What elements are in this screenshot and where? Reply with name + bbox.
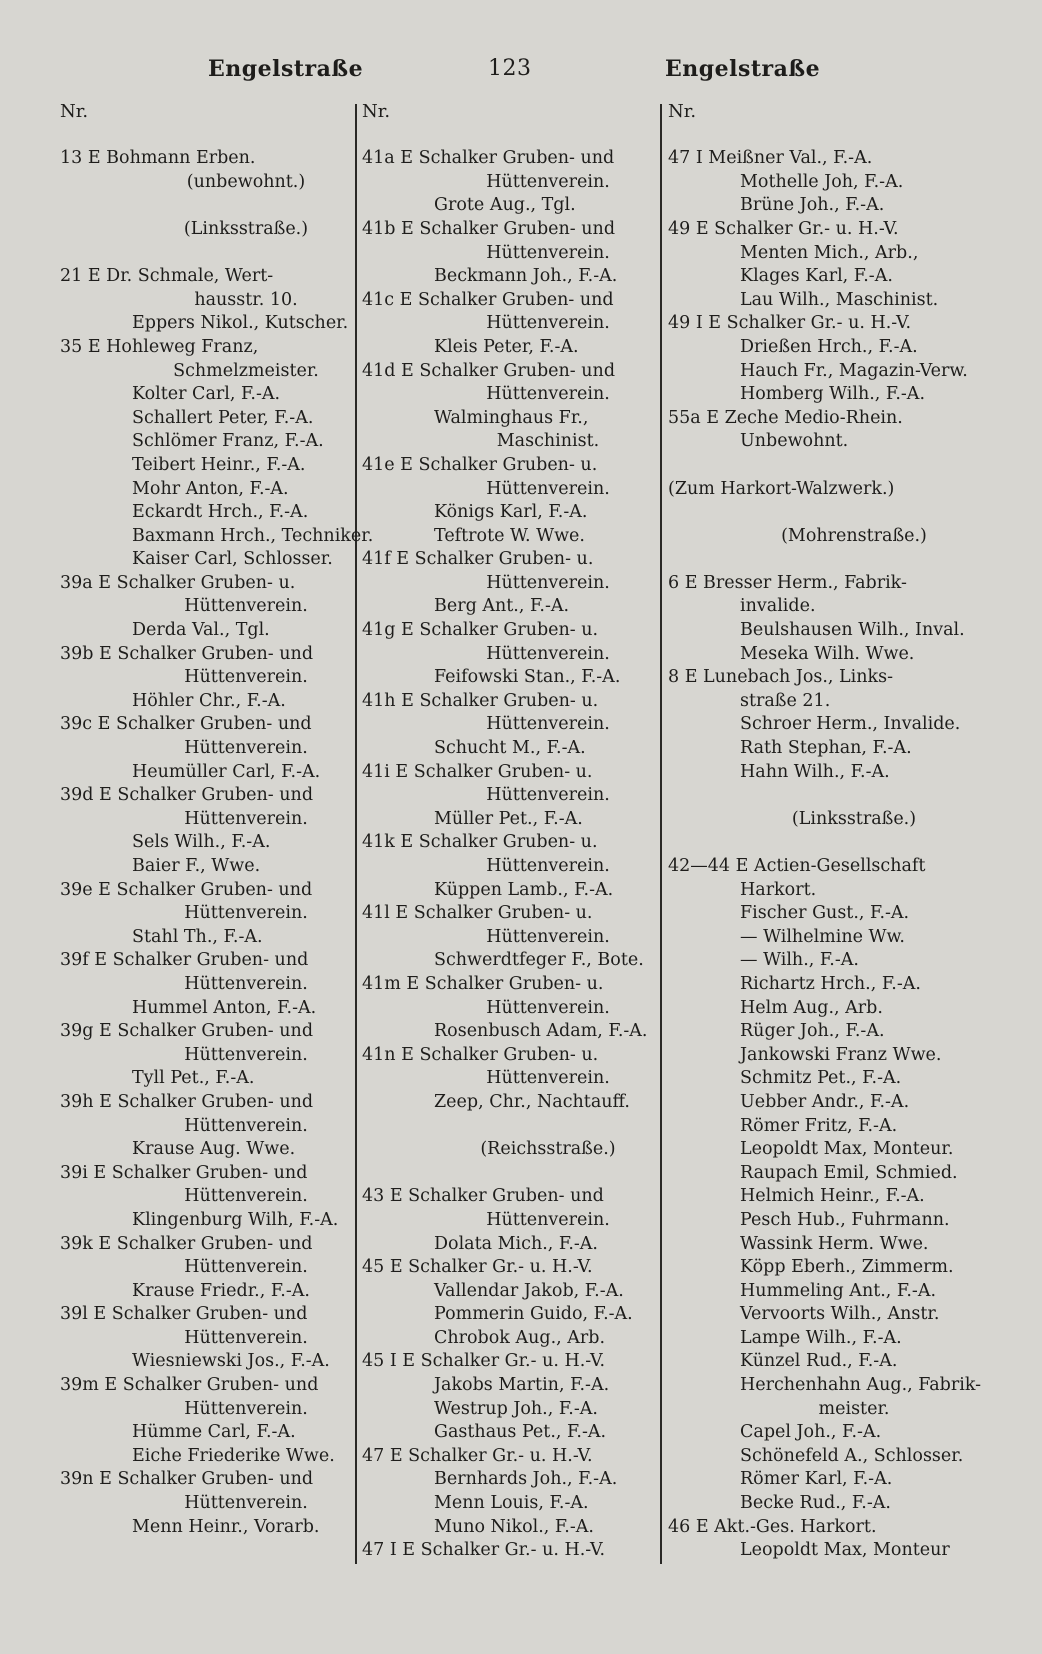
resident-entry: — Wilhelmine Ww. — [740, 926, 905, 947]
resident-entry: Teibert Heinr., F.-A. — [132, 454, 306, 475]
resident-entry: Köpp Eberh., Zimmerm. — [740, 1257, 954, 1278]
resident-entry: straße 21. — [740, 690, 831, 711]
entry-continuation: Hüttenverein. — [486, 171, 610, 192]
house-entry: 41k E Schalker Gruben- u. — [362, 832, 598, 853]
resident-entry: Helm Aug., Arb. — [740, 997, 883, 1018]
entry-continuation: meister. — [818, 1398, 890, 1419]
resident-entry: Höhler Chr., F.-A. — [132, 690, 286, 711]
entry-continuation: Hüttenverein. — [486, 313, 610, 334]
resident-entry: Mothelle Joh, F.-A. — [740, 171, 904, 192]
resident-entry: Derda Val., Tgl. — [132, 620, 270, 641]
entry-continuation: Hüttenverein. — [184, 1115, 308, 1136]
entry-continuation: (Linksstraße.) — [183, 218, 309, 239]
resident-entry: Jankowski Franz Wwe. — [740, 1044, 942, 1065]
spacer — [668, 548, 968, 572]
house-entry: 49 E Schalker Gr.- u. H.-V. — [668, 218, 899, 239]
house-entry: 41c E Schalker Gruben- und — [362, 289, 614, 310]
house-entry: 41e E Schalker Gruben- u. — [362, 454, 598, 475]
resident-entry: Dolata Mich., F.-A. — [434, 1233, 598, 1254]
resident-entry: Chrobok Aug., Arb. — [434, 1327, 606, 1348]
column-heading: Nr. — [668, 101, 697, 122]
house-entry: 39m E Schalker Gruben- und — [60, 1375, 319, 1396]
resident-entry: Feifowski Stan., F.-A. — [434, 667, 621, 688]
resident-entry: Westrup Joh., F.-A. — [434, 1398, 598, 1419]
resident-entry: Harkort. — [740, 879, 817, 900]
resident-entry: Hauch Fr., Magazin-Verw. — [740, 360, 968, 381]
entry-continuation: (unbewohnt.) — [186, 171, 306, 192]
resident-entry: Künzel Rud., F.-A. — [740, 1351, 898, 1372]
spacer — [362, 124, 662, 148]
spacer — [668, 454, 968, 478]
entry-continuation: Hüttenverein. — [184, 1327, 308, 1348]
house-entry: 45 I E Schalker Gr.- u. H.-V. — [362, 1351, 606, 1372]
column-heading: Nr. — [362, 101, 391, 122]
resident-entry: Wiesniewski Jos., F.-A. — [132, 1351, 330, 1372]
column-2 — [362, 100, 662, 1563]
spacer — [362, 1162, 662, 1186]
entry-continuation: Maschinist. — [496, 431, 600, 452]
entry-continuation: Hüttenverein. — [486, 856, 610, 876]
resident-entry: Vallendar Jakob, F.-A. — [434, 1280, 624, 1301]
house-entry: 42—44 E Actien-Gesellschaft — [668, 856, 926, 876]
resident-entry: Baier F., Wwe. — [132, 856, 261, 876]
resident-entry: Unbewohnt. — [740, 431, 849, 452]
resident-entry: Muno Nikol., F.-A. — [434, 1516, 594, 1537]
resident-entry: Herchenhahn Aug., Fabrik- — [740, 1375, 982, 1396]
house-entry: 41d E Schalker Gruben- und — [362, 360, 616, 381]
entry-continuation: Hüttenverein. — [184, 1398, 308, 1419]
house-entry: 39c E Schalker Gruben- und — [60, 714, 312, 735]
spacer — [60, 194, 360, 218]
resident-entry: Schucht M., F.-A. — [434, 738, 586, 759]
entry-continuation: Hüttenverein. — [184, 808, 308, 829]
resident-entry: Capel Joh., F.-A. — [740, 1422, 882, 1443]
house-entry: 39b E Schalker Gruben- und — [60, 643, 314, 664]
resident-entry: Homberg Wilh., F.-A. — [740, 384, 926, 405]
entry-continuation: Hüttenverein. — [486, 997, 610, 1018]
column-1 — [60, 100, 374, 1539]
resident-entry: invalide. — [740, 596, 816, 617]
resident-entry: Eppers Nikol., Kutscher. — [132, 313, 349, 334]
resident-entry: Schwerdtfeger F., Bote. — [434, 950, 644, 971]
column-heading: Nr. — [60, 101, 89, 122]
resident-entry: Schlömer Franz, F.-A. — [132, 431, 324, 452]
house-entry: 41a E Schalker Gruben- und — [362, 148, 615, 169]
house-entry: 39h E Schalker Gruben- und — [60, 1091, 314, 1112]
resident-entry: Hahn Wilh., F.-A. — [740, 761, 890, 782]
house-entry: 41m E Schalker Gruben- u. — [362, 973, 604, 994]
entry-continuation: Hüttenverein. — [184, 973, 308, 994]
entry-continuation: Hüttenverein. — [486, 785, 610, 806]
header-right-street: Engelstraße — [665, 56, 821, 82]
entry-continuation: Hüttenverein. — [486, 478, 610, 499]
page-number: 123 — [488, 56, 532, 81]
entry-continuation: Hüttenverein. — [184, 596, 308, 617]
resident-entry: Heumüller Carl, F.-A. — [132, 761, 321, 782]
resident-entry: Müller Pet., F.-A. — [434, 808, 583, 829]
resident-entry: Berg Ant., F.-A. — [434, 596, 570, 617]
resident-entry: Schmitz Pet., F.-A. — [740, 1068, 902, 1089]
resident-entry: Hümme Carl, F.-A. — [132, 1422, 296, 1443]
resident-entry: Schallert Peter, F.-A. — [132, 407, 314, 428]
entry-continuation: (Mohrenstraße.) — [781, 525, 927, 546]
entry-continuation: Hüttenverein. — [184, 903, 308, 924]
house-entry: 41f E Schalker Gruben- u. — [362, 549, 594, 570]
house-entry: 39a E Schalker Gruben- u. — [60, 572, 296, 593]
entry-continuation: (Reichsstraße.) — [480, 1139, 616, 1160]
resident-entry: Rosenbusch Adam, F.-A. — [434, 1021, 648, 1042]
resident-entry: Brüne Joh., F.-A. — [740, 195, 885, 216]
house-entry: 41n E Schalker Gruben- u. — [362, 1044, 599, 1065]
resident-entry: Schroer Herm., Invalide. — [740, 714, 961, 735]
entry-continuation: Hüttenverein. — [486, 926, 610, 947]
house-entry: 41b E Schalker Gruben- und — [362, 218, 616, 239]
resident-entry: Küppen Lamb., F.-A. — [434, 879, 614, 900]
resident-entry: Kleis Peter, F.-A. — [434, 336, 579, 357]
resident-entry: Sels Wilh., F.-A. — [132, 832, 271, 853]
resident-entry: Richartz Hrch., F.-A. — [740, 973, 921, 994]
house-entry: 39i E Schalker Gruben- und — [60, 1162, 308, 1183]
entry-continuation: Hüttenverein. — [486, 1209, 610, 1230]
resident-entry: Klingenburg Wilh, F.-A. — [132, 1209, 339, 1230]
spacer — [668, 124, 968, 148]
house-entry: 35 E Hohleweg Franz, — [60, 336, 259, 357]
resident-entry: Hummeling Ant., F.-A. — [740, 1280, 937, 1301]
resident-entry: Uebber Andr., F.-A. — [740, 1091, 910, 1112]
entry-continuation: Hüttenverein. — [486, 1068, 610, 1089]
resident-entry: Hummel Anton, F.-A. — [132, 997, 317, 1018]
house-entry: 39d E Schalker Gruben- und — [60, 785, 314, 806]
resident-entry: Grote Aug., Tgl. — [434, 195, 576, 216]
resident-entry: Stahl Th., F.-A. — [132, 926, 263, 947]
resident-entry: Tyll Pet., F.-A. — [132, 1068, 255, 1089]
house-entry: 39n E Schalker Gruben- und — [60, 1469, 314, 1490]
entry-continuation: Hüttenverein. — [486, 643, 610, 664]
resident-entry: Eiche Friederike Wwe. — [132, 1445, 335, 1466]
resident-entry: Kaiser Carl, Schlosser. — [132, 549, 333, 570]
entry-continuation: Hüttenverein. — [184, 1044, 308, 1065]
house-entry: 39g E Schalker Gruben- und — [60, 1021, 314, 1042]
entry-continuation: hausstr. 10. — [194, 289, 298, 310]
house-entry: 6 E Bresser Herm., Fabrik- — [668, 572, 907, 593]
house-entry: 21 E Dr. Schmale, Wert- — [60, 266, 274, 287]
entry-continuation: Hüttenverein. — [486, 572, 610, 593]
resident-entry: Rath Stephan, F.-A. — [740, 738, 912, 759]
entry-continuation: Hüttenverein. — [486, 242, 610, 263]
resident-entry: Menn Heinr., Vorarb. — [132, 1516, 320, 1537]
resident-entry: Wassink Herm. Wwe. — [740, 1233, 929, 1254]
resident-entry: Krause Aug. Wwe. — [132, 1139, 296, 1160]
resident-entry: Helmich Heinr., F.-A. — [740, 1186, 925, 1207]
resident-entry: Schönefeld A., Schlosser. — [740, 1445, 964, 1466]
resident-entry: Becke Rud., F.-A. — [740, 1493, 891, 1514]
house-entry: 13 E Bohmann Erben. — [60, 148, 256, 169]
resident-entry: Lampe Wilh., F.-A. — [740, 1327, 902, 1348]
resident-entry: Pommerin Guido, F.-A. — [434, 1304, 633, 1325]
resident-entry: Kolter Carl, F.-A. — [132, 384, 281, 405]
resident-entry: Königs Karl, F.-A. — [434, 502, 588, 523]
resident-entry: Fischer Gust., F.-A. — [740, 903, 910, 924]
resident-entry: Baxmann Hrch., Techniker. — [132, 525, 374, 546]
resident-entry: Krause Friedr., F.-A. — [132, 1280, 310, 1301]
column-3 — [668, 100, 982, 1563]
resident-entry: Mohr Anton, F.-A. — [132, 478, 289, 499]
resident-entry: Menn Louis, F.-A. — [434, 1493, 589, 1514]
entry-continuation: Hüttenverein. — [184, 738, 308, 759]
house-entry: 41i E Schalker Gruben- u. — [362, 761, 593, 782]
resident-entry: — Wilh., F.-A. — [740, 950, 859, 971]
house-entry: 43 E Schalker Gruben- und — [362, 1186, 604, 1207]
resident-entry: Drießen Hrch., F.-A. — [740, 336, 918, 357]
house-entry: (Zum Harkort-Walzwerk.) — [668, 478, 895, 499]
house-entry: 41g E Schalker Gruben- u. — [362, 620, 599, 641]
house-entry: 47 I Meißner Val., F.-A. — [668, 148, 873, 169]
resident-entry: Klages Karl, F.-A. — [740, 266, 893, 287]
resident-entry: Teftrote W. Wwe. — [434, 525, 585, 546]
spacer — [60, 242, 360, 266]
house-entry: 39l E Schalker Gruben- und — [60, 1304, 308, 1325]
resident-entry: Römer Karl, F.-A. — [740, 1469, 893, 1490]
resident-entry: Eckardt Hrch., F.-A. — [132, 502, 309, 523]
resident-entry: Gasthaus Pet., F.-A. — [434, 1422, 607, 1443]
resident-entry: Lau Wilh., Maschinist. — [740, 289, 939, 310]
house-entry: 45 E Schalker Gr.- u. H.-V. — [362, 1257, 593, 1278]
house-entry: 47 I E Schalker Gr.- u. H.-V. — [362, 1540, 606, 1561]
resident-entry: Pesch Hub., Fuhrmann. — [740, 1209, 950, 1230]
house-entry: 47 E Schalker Gr.- u. H.-V. — [362, 1445, 593, 1466]
resident-entry: Rüger Joh., F.-A. — [740, 1021, 885, 1042]
resident-entry: Meseka Wilh. Wwe. — [740, 643, 915, 664]
spacer — [60, 124, 360, 148]
spacer — [668, 784, 968, 808]
entry-continuation: Hüttenverein. — [184, 1186, 308, 1207]
spacer — [668, 831, 968, 855]
entry-continuation: Hüttenverein. — [184, 1257, 308, 1278]
entry-continuation: (Linksstraße.) — [791, 808, 917, 829]
entry-continuation: Hüttenverein. — [184, 667, 308, 688]
house-entry: 39f E Schalker Gruben- und — [60, 950, 309, 971]
house-entry: 46 E Akt.-Ges. Harkort. — [668, 1516, 877, 1537]
resident-entry: Leopoldt Max, Monteur. — [740, 1139, 954, 1160]
spacer — [668, 501, 968, 525]
spacer — [362, 1115, 662, 1139]
resident-entry: Beulshausen Wilh., Inval. — [740, 620, 965, 641]
house-entry: 39k E Schalker Gruben- und — [60, 1233, 313, 1254]
house-entry: 41h E Schalker Gruben- u. — [362, 690, 599, 711]
resident-entry: Jakobs Martin, F.-A. — [434, 1375, 610, 1396]
entry-continuation: Hüttenverein. — [184, 1493, 308, 1514]
house-entry: 55a E Zeche Medio-Rhein. — [668, 407, 903, 428]
house-entry: 49 I E Schalker Gr.- u. H.-V. — [668, 313, 912, 334]
resident-entry: Leopoldt Max, Monteur — [740, 1540, 950, 1561]
resident-entry: Bernhards Joh., F.-A. — [434, 1469, 618, 1490]
entry-continuation: Hüttenverein. — [486, 714, 610, 735]
house-entry: 8 E Lunebach Jos., Links- — [668, 667, 894, 688]
resident-entry: Walminghaus Fr., — [434, 407, 589, 428]
house-entry: 41l E Schalker Gruben- u. — [362, 903, 593, 924]
resident-entry: Beckmann Joh., F.-A. — [434, 266, 618, 287]
resident-entry: Raupach Emil, Schmied. — [740, 1162, 958, 1183]
entry-continuation: Schmelzmeister. — [173, 360, 319, 381]
resident-entry: Römer Fritz, F.-A. — [740, 1115, 898, 1136]
header-left-street: Engelstraße — [208, 56, 364, 82]
resident-entry: Zeep, Chr., Nachtauff. — [434, 1091, 630, 1112]
house-entry: 39e E Schalker Gruben- und — [60, 879, 313, 900]
resident-entry: Menten Mich., Arb., — [740, 242, 919, 263]
resident-entry: Vervoorts Wilh., Anstr. — [740, 1304, 940, 1325]
entry-continuation: Hüttenverein. — [486, 384, 610, 405]
